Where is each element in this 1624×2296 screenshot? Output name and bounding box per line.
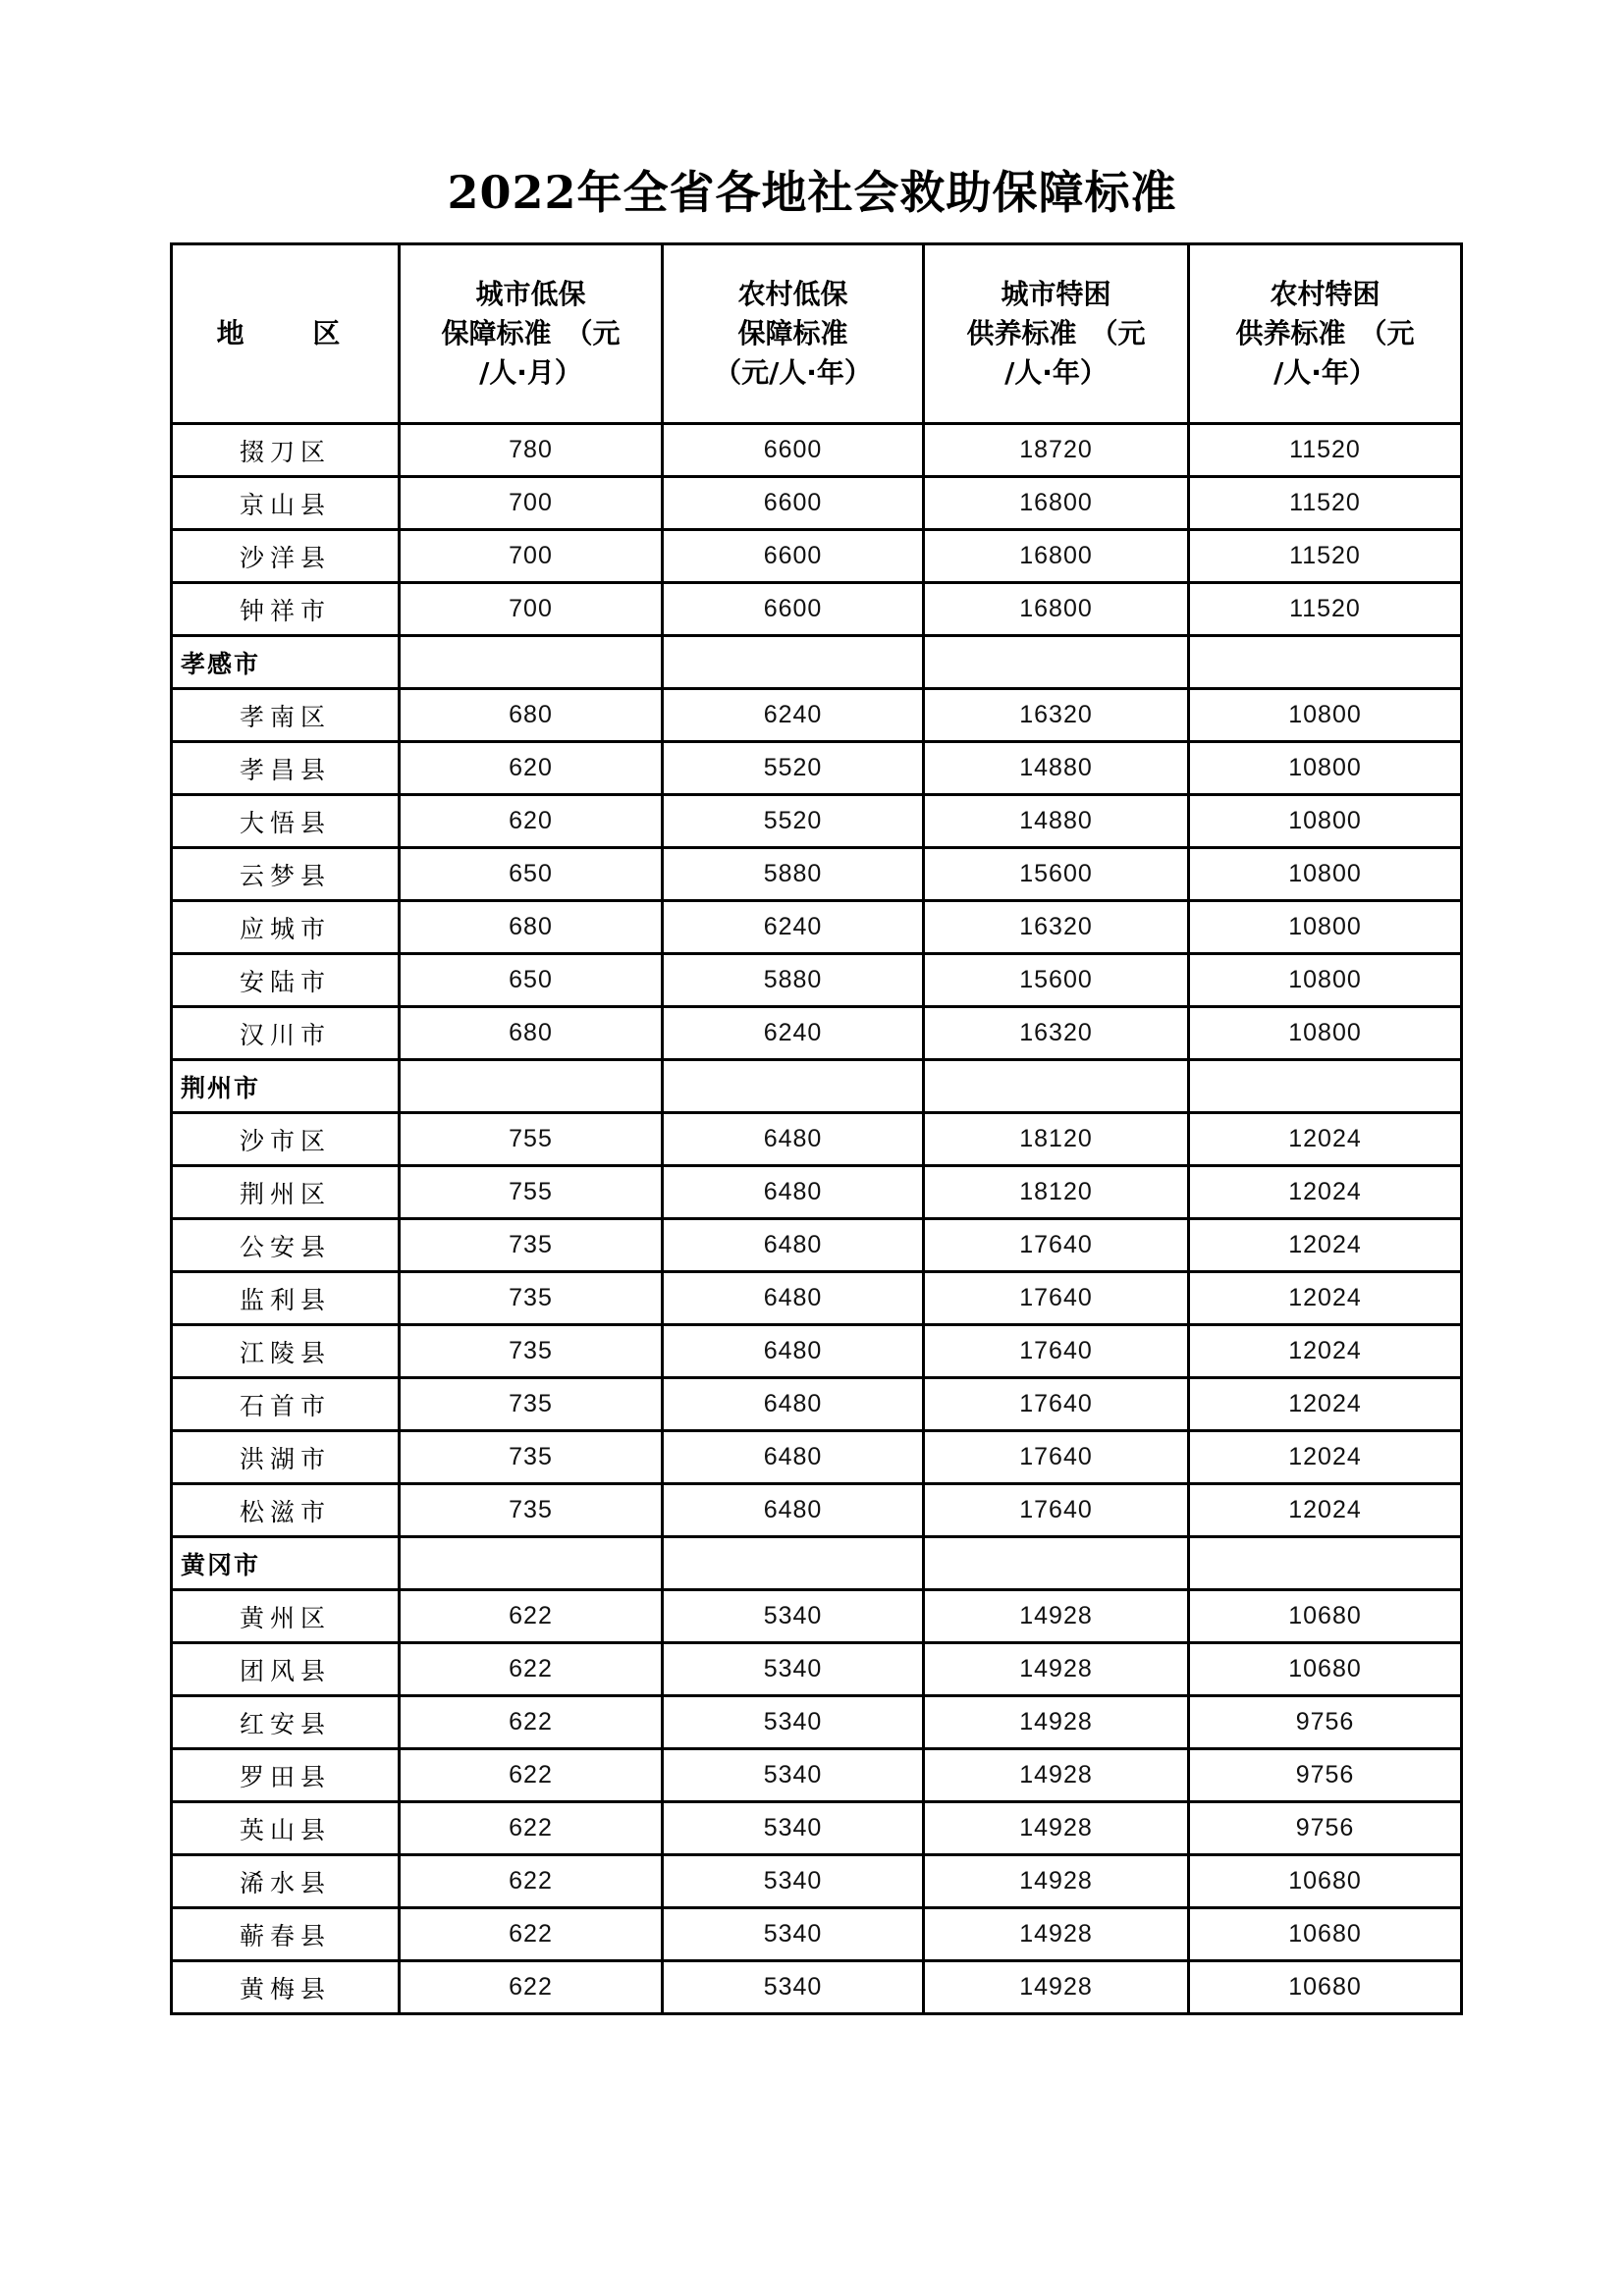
rural-dibao-value: 5340: [663, 1961, 924, 2014]
urban-tekun-value: 16320: [924, 1007, 1189, 1060]
header-line: 农村低保: [737, 278, 848, 310]
region-name: 浠水县: [172, 1855, 400, 1908]
urban-dibao-value: 622: [400, 1749, 663, 1802]
urban-dibao-value: 735: [400, 1272, 663, 1325]
rural-dibao-value: 6480: [663, 1272, 924, 1325]
rural-tekun-value: 9756: [1189, 1802, 1462, 1855]
urban-tekun-value: 14928: [924, 1590, 1189, 1643]
header-line: 供养标准 （元: [1235, 317, 1415, 349]
header-line: /人·年）: [1004, 356, 1108, 389]
urban-tekun-value: [924, 636, 1189, 689]
urban-tekun-value: 14928: [924, 1855, 1189, 1908]
header-line: /人·月）: [479, 356, 582, 389]
urban-tekun-value: 14880: [924, 742, 1189, 795]
table-row: [172, 1749, 1462, 1802]
urban-tekun-value: 16320: [924, 689, 1189, 742]
table-row: [172, 1113, 1462, 1166]
region-name: 黄州区: [172, 1590, 400, 1643]
table-row: [172, 477, 1462, 530]
region-name: 荆州区: [172, 1166, 400, 1219]
table-row: [172, 1378, 1462, 1431]
urban-tekun-value: 14928: [924, 1643, 1189, 1696]
region-name: 松滋市: [172, 1484, 400, 1537]
rural-tekun-value: [1189, 636, 1462, 689]
region-name: 汉川市: [172, 1007, 400, 1060]
rural-tekun-value: 10800: [1189, 1007, 1462, 1060]
region-name: 团风县: [172, 1643, 400, 1696]
header-rural-tekun: [1189, 244, 1462, 424]
urban-dibao-value: 620: [400, 795, 663, 848]
urban-tekun-value: 17640: [924, 1431, 1189, 1484]
table-row: [172, 1007, 1462, 1060]
rural-tekun-value: 10800: [1189, 901, 1462, 954]
standards-table: [170, 242, 1463, 2015]
table-row: [172, 1272, 1462, 1325]
rural-dibao-value: [663, 636, 924, 689]
rural-tekun-value: 11520: [1189, 530, 1462, 583]
table-row: [172, 1802, 1462, 1855]
urban-tekun-value: 14928: [924, 1802, 1189, 1855]
urban-dibao-value: 700: [400, 477, 663, 530]
rural-tekun-value: 11520: [1189, 477, 1462, 530]
header-urban-dibao: [400, 244, 663, 424]
urban-tekun-value: 14928: [924, 1961, 1189, 2014]
table-body: [172, 424, 1462, 2014]
urban-tekun-value: 16800: [924, 530, 1189, 583]
table-row: [172, 1855, 1462, 1908]
header-line: 供养标准 （元: [966, 317, 1146, 349]
rural-dibao-value: 5340: [663, 1696, 924, 1749]
table-row: [172, 583, 1462, 636]
rural-dibao-value: 6480: [663, 1166, 924, 1219]
header-line: 城市特困: [1001, 278, 1111, 310]
urban-tekun-value: 16800: [924, 477, 1189, 530]
rural-tekun-value: 10680: [1189, 1643, 1462, 1696]
rural-dibao-value: 6480: [663, 1378, 924, 1431]
city-name: 黄冈市: [172, 1537, 400, 1590]
rural-dibao-value: 6240: [663, 1007, 924, 1060]
urban-tekun-value: 14928: [924, 1908, 1189, 1961]
header-line: /人·年）: [1273, 356, 1377, 389]
urban-dibao-value: 622: [400, 1855, 663, 1908]
region-name: 黄梅县: [172, 1961, 400, 2014]
region-name: 大悟县: [172, 795, 400, 848]
header-row: [172, 244, 1462, 424]
rural-tekun-value: 10800: [1189, 795, 1462, 848]
urban-tekun-value: 15600: [924, 848, 1189, 901]
rural-dibao-value: 6480: [663, 1113, 924, 1166]
table-row: [172, 1696, 1462, 1749]
rural-tekun-value: 10800: [1189, 689, 1462, 742]
rural-tekun-value: 12024: [1189, 1325, 1462, 1378]
urban-dibao-value: 755: [400, 1113, 663, 1166]
rural-dibao-value: 5520: [663, 742, 924, 795]
urban-tekun-value: [924, 1537, 1189, 1590]
header-region: [172, 244, 400, 424]
group-header-row: [172, 1537, 1462, 1590]
urban-dibao-value: 700: [400, 530, 663, 583]
urban-dibao-value: 780: [400, 424, 663, 477]
urban-dibao-value: 622: [400, 1696, 663, 1749]
rural-tekun-value: 9756: [1189, 1696, 1462, 1749]
region-name: 石首市: [172, 1378, 400, 1431]
header-line: 农村特困: [1270, 278, 1380, 310]
region-name: 应城市: [172, 901, 400, 954]
rural-dibao-value: 6240: [663, 901, 924, 954]
rural-tekun-value: [1189, 1537, 1462, 1590]
table-row: [172, 1325, 1462, 1378]
urban-dibao-value: 622: [400, 1802, 663, 1855]
region-name: 安陆市: [172, 954, 400, 1007]
rural-tekun-value: 12024: [1189, 1113, 1462, 1166]
rural-tekun-value: 9756: [1189, 1749, 1462, 1802]
urban-dibao-value: 622: [400, 1590, 663, 1643]
urban-dibao-value: 700: [400, 583, 663, 636]
urban-tekun-value: 17640: [924, 1378, 1189, 1431]
urban-tekun-value: 17640: [924, 1272, 1189, 1325]
table-row: [172, 901, 1462, 954]
header-region-text: 地 区: [216, 317, 370, 349]
rural-dibao-value: 5340: [663, 1749, 924, 1802]
region-name: 江陵县: [172, 1325, 400, 1378]
table-row: [172, 689, 1462, 742]
rural-tekun-value: 12024: [1189, 1219, 1462, 1272]
group-header-row: [172, 1060, 1462, 1113]
rural-tekun-value: 10680: [1189, 1590, 1462, 1643]
urban-dibao-value: 680: [400, 901, 663, 954]
rural-dibao-value: 5340: [663, 1802, 924, 1855]
urban-dibao-value: 735: [400, 1431, 663, 1484]
region-name: 云梦县: [172, 848, 400, 901]
header-line: 城市低保: [475, 278, 586, 310]
region-name: 孝昌县: [172, 742, 400, 795]
rural-tekun-value: 11520: [1189, 424, 1462, 477]
table-row: [172, 1484, 1462, 1537]
table-row: [172, 848, 1462, 901]
urban-dibao-value: 735: [400, 1378, 663, 1431]
urban-tekun-value: 14928: [924, 1696, 1189, 1749]
table-row: [172, 1166, 1462, 1219]
header-line: 保障标准 （元: [441, 317, 621, 349]
city-name: 荆州市: [172, 1060, 400, 1113]
rural-dibao-value: 6480: [663, 1219, 924, 1272]
urban-tekun-value: 17640: [924, 1325, 1189, 1378]
region-name: 红安县: [172, 1696, 400, 1749]
region-name: 沙市区: [172, 1113, 400, 1166]
rural-tekun-value: 10800: [1189, 742, 1462, 795]
urban-dibao-value: [400, 636, 663, 689]
rural-tekun-value: 11520: [1189, 583, 1462, 636]
region-name: 掇刀区: [172, 424, 400, 477]
rural-tekun-value: 12024: [1189, 1378, 1462, 1431]
table-row: [172, 954, 1462, 1007]
rural-dibao-value: 6480: [663, 1484, 924, 1537]
region-name: 洪湖市: [172, 1431, 400, 1484]
region-name: 钟祥市: [172, 583, 400, 636]
rural-tekun-value: 12024: [1189, 1272, 1462, 1325]
urban-tekun-value: 18120: [924, 1166, 1189, 1219]
urban-dibao-value: 680: [400, 1007, 663, 1060]
rural-dibao-value: 6480: [663, 1431, 924, 1484]
rural-tekun-value: 10680: [1189, 1908, 1462, 1961]
rural-dibao-value: 6600: [663, 583, 924, 636]
table-row: [172, 424, 1462, 477]
rural-dibao-value: 6600: [663, 477, 924, 530]
region-name: 沙洋县: [172, 530, 400, 583]
rural-dibao-value: 5340: [663, 1590, 924, 1643]
rural-dibao-value: 5880: [663, 848, 924, 901]
urban-tekun-value: 14880: [924, 795, 1189, 848]
rural-dibao-value: 5520: [663, 795, 924, 848]
group-header-row: [172, 636, 1462, 689]
table-row: [172, 1590, 1462, 1643]
table-row: [172, 1643, 1462, 1696]
table-row: [172, 742, 1462, 795]
table-row: [172, 530, 1462, 583]
urban-dibao-value: 622: [400, 1961, 663, 2014]
rural-dibao-value: [663, 1060, 924, 1113]
urban-dibao-value: 622: [400, 1908, 663, 1961]
region-name: 公安县: [172, 1219, 400, 1272]
rural-tekun-value: 12024: [1189, 1166, 1462, 1219]
urban-tekun-value: 18120: [924, 1113, 1189, 1166]
urban-tekun-value: 18720: [924, 424, 1189, 477]
urban-dibao-value: 680: [400, 689, 663, 742]
header-rural-dibao: [663, 244, 924, 424]
region-name: 英山县: [172, 1802, 400, 1855]
rural-tekun-value: 10680: [1189, 1961, 1462, 2014]
table-row: [172, 795, 1462, 848]
city-name: 孝感市: [172, 636, 400, 689]
urban-tekun-value: 17640: [924, 1219, 1189, 1272]
urban-dibao-value: 755: [400, 1166, 663, 1219]
urban-dibao-value: 735: [400, 1325, 663, 1378]
rural-tekun-value: 10680: [1189, 1855, 1462, 1908]
urban-tekun-value: 14928: [924, 1749, 1189, 1802]
rural-tekun-value: 10800: [1189, 848, 1462, 901]
urban-tekun-value: [924, 1060, 1189, 1113]
region-name: 蕲春县: [172, 1908, 400, 1961]
urban-dibao-value: 620: [400, 742, 663, 795]
urban-tekun-value: 16800: [924, 583, 1189, 636]
urban-tekun-value: 15600: [924, 954, 1189, 1007]
rural-dibao-value: 5340: [663, 1855, 924, 1908]
table-row: [172, 1431, 1462, 1484]
page-title: 2022年全省各地社会救助保障标准: [447, 166, 1177, 219]
rural-tekun-value: [1189, 1060, 1462, 1113]
urban-dibao-value: 622: [400, 1643, 663, 1696]
rural-dibao-value: 6480: [663, 1325, 924, 1378]
rural-tekun-value: 12024: [1189, 1431, 1462, 1484]
header-line: （元/人·年）: [714, 356, 872, 389]
rural-tekun-value: 10800: [1189, 954, 1462, 1007]
rural-dibao-value: 6240: [663, 689, 924, 742]
region-name: 监利县: [172, 1272, 400, 1325]
region-name: 孝南区: [172, 689, 400, 742]
urban-dibao-value: 650: [400, 848, 663, 901]
urban-dibao-value: [400, 1537, 663, 1590]
urban-tekun-value: 16320: [924, 901, 1189, 954]
rural-dibao-value: 5880: [663, 954, 924, 1007]
table-row: [172, 1219, 1462, 1272]
urban-dibao-value: 650: [400, 954, 663, 1007]
rural-tekun-value: 12024: [1189, 1484, 1462, 1537]
region-name: 罗田县: [172, 1749, 400, 1802]
header-line: 保障标准: [737, 317, 848, 349]
urban-dibao-value: [400, 1060, 663, 1113]
header-urban-tekun: [924, 244, 1189, 424]
urban-dibao-value: 735: [400, 1219, 663, 1272]
urban-tekun-value: 17640: [924, 1484, 1189, 1537]
table-row: [172, 1961, 1462, 2014]
rural-dibao-value: 6600: [663, 530, 924, 583]
table-row: [172, 1908, 1462, 1961]
rural-dibao-value: [663, 1537, 924, 1590]
region-name: 京山县: [172, 477, 400, 530]
urban-dibao-value: 735: [400, 1484, 663, 1537]
rural-dibao-value: 5340: [663, 1643, 924, 1696]
rural-dibao-value: 6600: [663, 424, 924, 477]
rural-dibao-value: 5340: [663, 1908, 924, 1961]
